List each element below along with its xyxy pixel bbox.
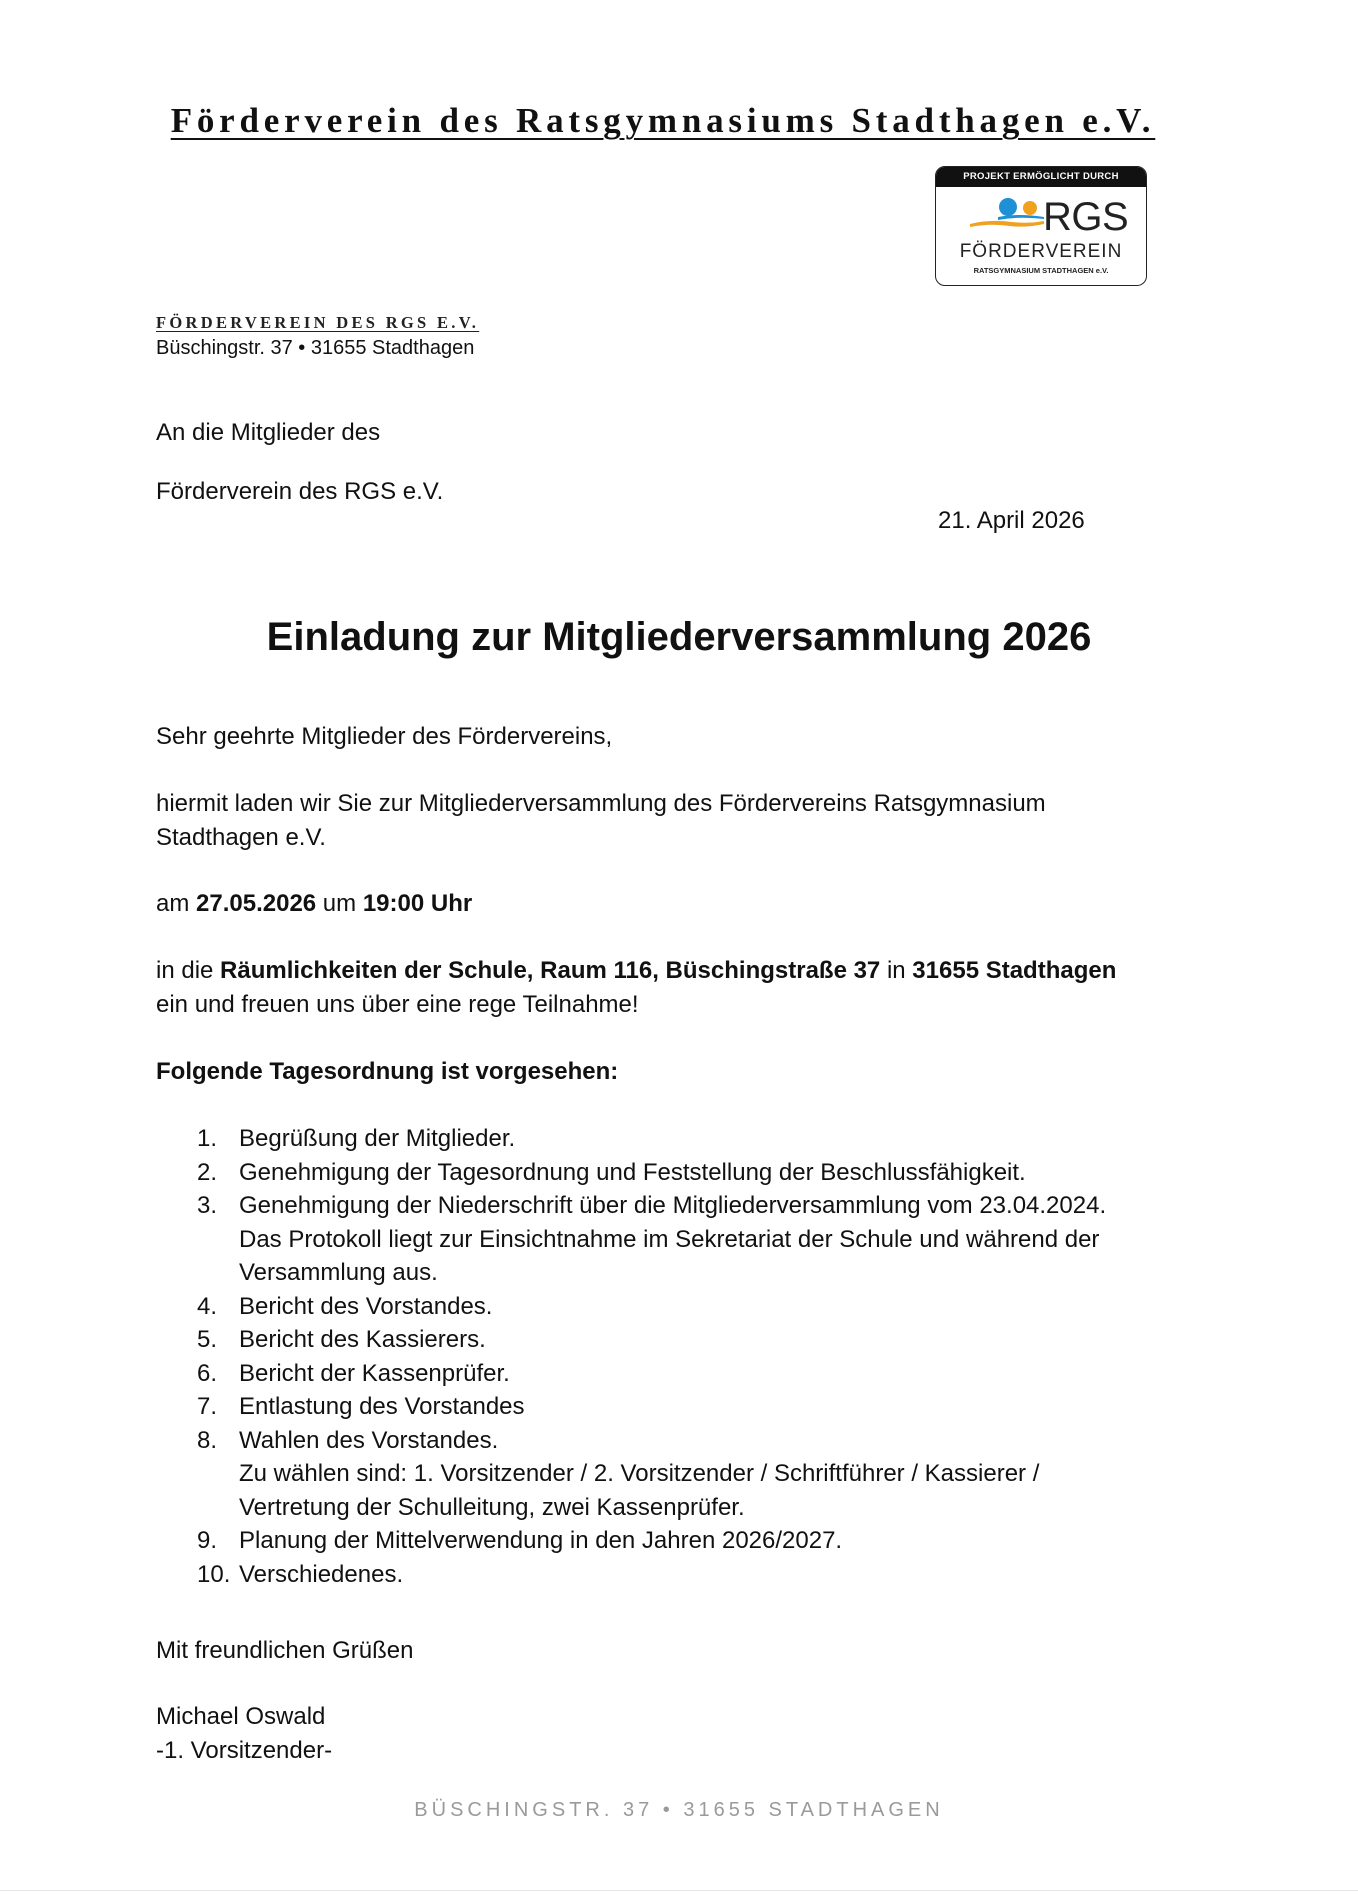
recipient-line-2: Förderverein des RGS e.V.: [156, 478, 444, 505]
salutation: Sehr geehrte Mitglieder des Fördervereins,: [156, 723, 613, 750]
page-divider: [0, 1890, 1358, 1891]
agenda-item: [156, 1122, 1216, 1156]
agenda-item-text: Das Protokoll liegt zur Einsichtnahme im Sekretariat der Schule und während der: [239, 1225, 1100, 1253]
letter-date: 21. April 2026: [938, 507, 1085, 534]
datetime-middle: um: [316, 890, 363, 917]
agenda-item-number: 6.: [197, 1359, 218, 1387]
agenda-item-text: Begrüßung der Mitglieder.: [239, 1125, 516, 1152]
logo-subtitle: FÖRDERVEREIN: [959, 241, 1123, 262]
meeting-datetime: [156, 887, 472, 921]
agenda-item: [156, 1189, 1216, 1290]
rgs-logo: [935, 166, 1147, 286]
agenda-item-number: 10.: [197, 1560, 231, 1588]
agenda-item: [156, 1524, 1216, 1558]
agenda-item-text: Genehmigung der Tagesordnung und Feststellung der Beschlussfähigkeit.: [239, 1158, 1026, 1186]
logo-small-text: RATSGYMNASIUM STADTHAGEN e.V.: [973, 266, 1109, 275]
agenda-item-number: 4.: [197, 1292, 218, 1320]
agenda-item-text: Bericht des Kassierers.: [239, 1326, 486, 1353]
agenda-item-text: Wahlen des Vorstandes.: [239, 1426, 499, 1454]
page-title: Einladung zur Mitgliederversammlung 2026: [266, 615, 1092, 659]
letterhead-title: Förderverein des Ratsgymnasiums Stadthagen e.V.: [170, 101, 1156, 140]
agenda-item-number: 3.: [197, 1192, 218, 1219]
location-place: Räumlichkeiten der Schule, Raum 116, Büschingstraße 37: [220, 957, 881, 984]
agenda-item: [156, 1290, 1216, 1324]
sender-name: FÖRDERVEREIN DES RGS E.V.: [156, 313, 480, 332]
footer-address: BÜSCHINGSTR. 37 • 31655 STADTHAGEN: [414, 1799, 944, 1821]
recipient-line-1: An die Mitglieder des: [156, 419, 381, 446]
agenda-item: [156, 1357, 1216, 1391]
location-line-2: ein und freuen uns über eine rege Teilnahme!: [156, 991, 639, 1018]
agenda-item: [156, 1390, 1216, 1424]
agenda-item: [156, 1558, 1216, 1592]
agenda-list: [156, 1122, 1216, 1591]
intro-line-2: Stadthagen e.V.: [156, 824, 326, 851]
agenda-item-number: 1.: [197, 1125, 218, 1152]
location-middle: in: [880, 957, 913, 984]
location-prefix: in die: [156, 957, 221, 984]
sender-address: Büschingstr. 37 • 31655 Stadthagen: [156, 337, 475, 359]
intro-line-1: hiermit laden wir Sie zur Mitgliederversammlung des Fördervereins Ratsgymnasium: [156, 790, 1046, 817]
agenda-item-number: 2.: [197, 1158, 218, 1186]
logo-band: PROJEKT ERMÖGLICHT DURCH: [936, 167, 1146, 187]
logo-orange-wave: [970, 221, 1044, 227]
agenda-item-number: 9.: [197, 1527, 218, 1554]
logo-blue-dot: [999, 198, 1017, 216]
agenda-item-text: Entlastung des Vorstandes: [239, 1393, 525, 1420]
agenda-item-text: Bericht des Vorstandes.: [239, 1292, 493, 1320]
datetime-prefix: am: [156, 890, 197, 917]
agenda-item-text: Verschiedenes.: [239, 1560, 404, 1588]
agenda-item-number: 7.: [197, 1393, 218, 1420]
meeting-location: [156, 954, 1116, 988]
meeting-time: 19:00 Uhr: [362, 890, 473, 917]
agenda-item: [156, 1156, 1216, 1190]
logo-rgs-text: RGS: [1043, 195, 1129, 239]
agenda-item-text: Genehmigung der Niederschrift über die Mitgliederversammlung vom 23.04.2024.: [239, 1192, 1107, 1219]
signature-role: -1. Vorsitzender-: [156, 1737, 333, 1764]
closing: Mit freundlichen Grüßen: [156, 1637, 414, 1664]
meeting-date: 27.05.2026: [196, 890, 317, 917]
agenda-item-text: Vertretung der Schulleitung, zwei Kassenprüfer.: [239, 1493, 745, 1521]
agenda-item-number: 5.: [197, 1326, 218, 1353]
signature-name: Michael Oswald: [156, 1703, 326, 1730]
agenda-item-number: 8.: [197, 1426, 218, 1454]
location-city: 31655 Stadthagen: [912, 957, 1117, 984]
agenda-item: [156, 1424, 1216, 1525]
agenda-item-text: Planung der Mittelverwendung in den Jahren 2026/2027.: [239, 1527, 843, 1554]
logo-orange-dot: [1023, 201, 1037, 215]
agenda-item-text: Versammlung aus.: [239, 1259, 438, 1286]
agenda-heading: Folgende Tagesordnung ist vorgesehen:: [156, 1058, 619, 1085]
logo-blue-wave: [998, 215, 1044, 220]
agenda-item-text: Bericht der Kassenprüfer.: [239, 1359, 510, 1387]
agenda-item: [156, 1323, 1216, 1357]
agenda-item-text: Zu wählen sind: 1. Vorsitzender / 2. Vorsitzender / Schriftführer / Kassierer /: [239, 1460, 1040, 1487]
